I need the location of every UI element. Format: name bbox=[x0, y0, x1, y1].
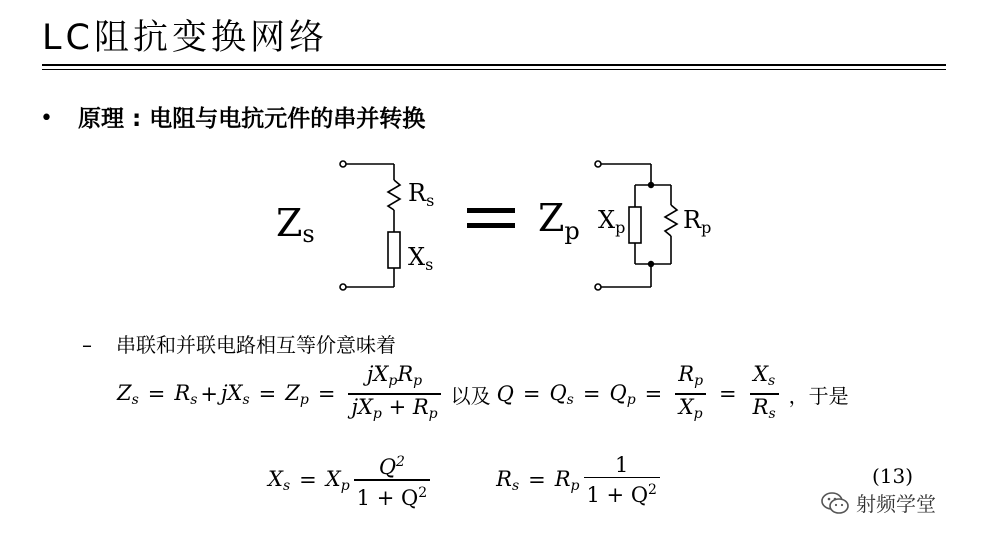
xp-reactance bbox=[629, 207, 641, 243]
xs-over-rs-fraction: $\frac{X_s}{R_s}$ bbox=[750, 362, 779, 425]
eq-zs: $Z_s$ bbox=[117, 380, 139, 408]
equals-sign: = bbox=[719, 382, 737, 406]
eq2-rs: $R_s$ bbox=[496, 466, 520, 494]
rp-label: $R_p$ bbox=[683, 206, 712, 237]
equivalence-sign bbox=[467, 208, 515, 228]
rp-over-xp-fraction: $\frac{R_p}{X_p}$ bbox=[675, 362, 706, 425]
text-therefore: ，于是 bbox=[788, 383, 849, 408]
xs-reactance bbox=[388, 232, 400, 268]
watermark bbox=[820, 488, 936, 517]
equals-sign: = bbox=[582, 382, 601, 406]
xp-label: $X_p$ bbox=[598, 206, 626, 237]
equals-sign: = bbox=[258, 382, 277, 406]
xs-label: $X_s$ bbox=[408, 243, 434, 274]
rp-resistor bbox=[665, 205, 677, 236]
text-and: 以及 bbox=[450, 383, 491, 408]
wechat-icon bbox=[820, 490, 850, 516]
eq-zp: $Z_p$ bbox=[285, 380, 309, 408]
conversion-equation bbox=[268, 450, 664, 510]
eq-qp: $Q_p$ bbox=[609, 380, 636, 408]
plus-sign: + bbox=[200, 382, 218, 406]
eq-qs: $Q_s$ bbox=[549, 380, 574, 408]
equals-sign: = bbox=[528, 468, 546, 492]
equals-sign: = bbox=[299, 468, 317, 492]
eq2-rp: $R_p$ bbox=[554, 466, 580, 494]
bottom-junction-node bbox=[648, 261, 654, 267]
watermark-text: 射频学堂 bbox=[856, 492, 936, 516]
bullet-marker: • bbox=[40, 106, 53, 131]
one-over-fraction: $\frac{1}{1 + Q^2}$ bbox=[584, 453, 660, 507]
equation-number: (13) bbox=[872, 464, 914, 488]
rs-label: $R_s$ bbox=[408, 179, 435, 210]
sub-bullet-dash: – bbox=[82, 333, 92, 357]
sub-bullet-text: 串联和并联电路相互等价意味着 bbox=[116, 333, 396, 357]
equals-sign: = bbox=[522, 382, 541, 406]
zp-symbol: $Z_p$ bbox=[538, 196, 580, 245]
series-circuit bbox=[340, 161, 400, 290]
zs-symbol: Zs bbox=[276, 201, 315, 248]
page-title: LC阻抗变换网络 bbox=[42, 18, 328, 58]
section-heading: 原理 : 电阻与电抗元件的串并转换 bbox=[78, 106, 426, 132]
eq2-xp: $X_p$ bbox=[325, 466, 350, 494]
eq-q: Q bbox=[496, 382, 514, 406]
eq2-xs: $X_s$ bbox=[268, 466, 291, 494]
equals-sign: = bbox=[147, 382, 166, 406]
equivalence-equation bbox=[117, 364, 855, 424]
rs-resistor bbox=[388, 180, 400, 210]
q2-fraction: $\frac{Q^2}{1 + Q^2}$ bbox=[354, 450, 430, 509]
equals-sign: = bbox=[644, 382, 663, 406]
parallel-impedance-fraction: $\frac{jX_pR_p}{jX_p + R_p}$ bbox=[348, 362, 440, 425]
top-junction-node bbox=[648, 182, 654, 188]
eq-jxs: $jX_s$ bbox=[221, 380, 250, 408]
eq-rs: $R_s$ bbox=[174, 380, 198, 408]
equals-sign: = bbox=[317, 382, 336, 406]
